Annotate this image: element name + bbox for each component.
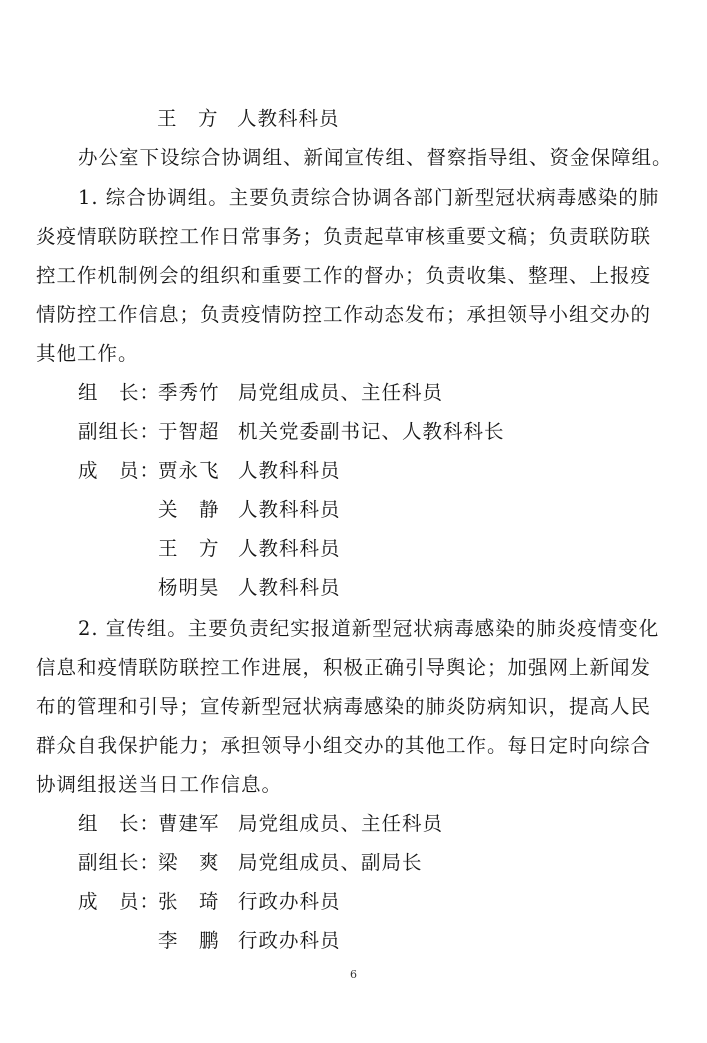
person-title: 人教科科员 (238, 498, 341, 521)
person-name: 李 鹏 (158, 929, 220, 952)
person-title: 人教科科员 (238, 459, 341, 482)
paragraph-line: 其他工作。 (36, 342, 139, 365)
paragraph-line: 2. 宣传组。主要负责纪实报道新型冠状病毒感染的肺炎疫情变化 (78, 617, 660, 640)
person-title: 局党组成员、主任科员 (238, 812, 444, 835)
paragraph-line: 情防控工作信息；负责疫情防控工作动态发布；承担领导小组交办的 (36, 303, 652, 326)
person-title: 局党组成员、副局长 (238, 851, 423, 874)
role-label: 成 员： (78, 890, 161, 913)
member-name: 王 方 (157, 107, 219, 130)
member-row (158, 929, 341, 953)
paragraph-line: 协调组报送当日工作信息。 (36, 773, 283, 796)
member-row (78, 459, 341, 483)
person-name: 贾永飞 (158, 459, 220, 482)
person-title: 行政办科员 (238, 929, 341, 952)
person-title: 人教科科员 (238, 537, 341, 560)
paragraph-line: 布的管理和引导；宣传新型冠状病毒感染的肺炎防病知识，提高人民 (36, 695, 652, 718)
person-title: 局党组成员、主任科员 (238, 381, 444, 404)
role-label: 成 员： (78, 459, 161, 482)
person-title: 行政办科员 (238, 890, 341, 913)
member-row (157, 107, 340, 131)
person-name: 关 静 (158, 498, 220, 521)
role-label: 组 长： (78, 381, 161, 404)
deputy-row (78, 851, 423, 875)
paragraph-line: 信息和疫情联防联控工作进展，积极正确引导舆论；加强网上新闻发 (36, 656, 652, 679)
person-name: 曹建军 (158, 812, 220, 835)
deputy-row (78, 420, 505, 444)
person-name: 杨明昊 (158, 576, 220, 599)
role-label: 组 长： (78, 812, 161, 835)
person-title: 机关党委副书记、人教科科长 (238, 420, 505, 443)
member-row (158, 576, 341, 600)
role-label: 副组长： (78, 420, 161, 443)
office-intro: 办公室下设综合协调组、新闻宣传组、督察指导组、资金保障组。 (78, 146, 673, 169)
person-name: 梁 爽 (158, 851, 220, 874)
member-row (158, 498, 341, 522)
person-name: 王 方 (158, 537, 220, 560)
leader-row (78, 812, 443, 836)
member-row (158, 537, 341, 561)
paragraph-line: 1. 综合协调组。主要负责综合协调各部门新型冠状病毒感染的肺 (78, 186, 660, 209)
person-name: 于智超 (158, 420, 220, 443)
page-number: 6 (350, 968, 357, 981)
member-row (78, 890, 341, 914)
person-title: 人教科科员 (238, 576, 341, 599)
paragraph-line: 炎疫情联防联控工作日常事务；负责起草审核重要文稿；负责联防联 (36, 225, 652, 248)
person-name: 张 琦 (158, 890, 220, 913)
member-title: 人教科科员 (237, 107, 340, 130)
leader-row (78, 381, 443, 405)
person-name: 季秀竹 (158, 381, 220, 404)
paragraph-line: 控工作机制例会的组织和重要工作的督办；负责收集、整理、上报疫 (36, 264, 652, 287)
role-label: 副组长： (78, 851, 161, 874)
paragraph-line: 群众自我保护能力；承担领导小组交办的其他工作。每日定时向综合 (36, 734, 652, 757)
